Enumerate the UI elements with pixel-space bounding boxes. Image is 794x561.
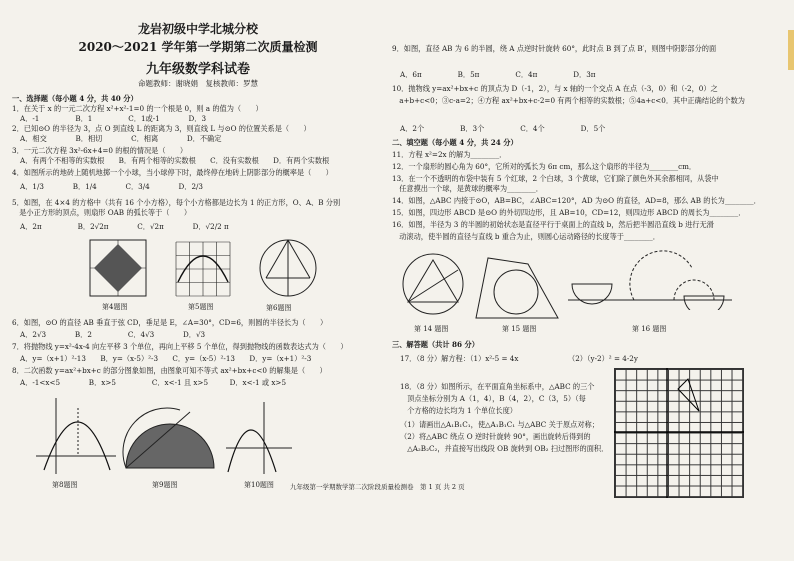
figure-16-rolling	[564, 250, 734, 310]
exam-term: 2020～2021 学年第一学期第二次质量检测	[78, 40, 318, 54]
figure-4-tiles	[88, 238, 148, 298]
caption-fig-6: 第6题图	[266, 304, 292, 312]
page-footer: 九年级第一学期数学第二次阶段质量检测卷 第 1 页 共 2 页	[290, 483, 465, 491]
figure-10-parabola	[224, 400, 294, 476]
question-6-options: A．2√3 B．2 C．4√3 D．√3	[20, 330, 206, 339]
caption-fig-15: 第 15 题图	[502, 325, 537, 333]
question-2-options: A．相交 B．相切 C．相离 D．不确定	[20, 134, 222, 143]
section-1-title: 一、选择题（每小题 4 分，共 40 分）	[12, 94, 138, 103]
question-12: 12．一个扇形的圆心角为 60°，它所对的弧长为 6π cm，那么这个扇形的半径为________cm．	[392, 162, 697, 171]
question-15: 15．如图，四边形 ABCD 是⊙O 的外切四边形，且 AB=10，CD=12，则四边形 ABCD 的周长为________．	[392, 208, 746, 217]
question-18: 18．（8 分）如图所示，在平面直角坐标系中，△ABC 的三个	[400, 382, 595, 391]
caption-fig-10: 第10题图	[244, 481, 274, 489]
question-10: 10．抛物线 y=ax²+bx+c 的顶点为 D（-1，2），与 x 轴的一个交点 A 在点（-3，0）和（-2，0）之	[392, 84, 718, 93]
question-8-options: A．-1<x<5 B．x>5 C．x<-1 且 x>5 D．x<-1 或 x>5	[20, 378, 287, 387]
question-4-options: A．1/3 B．1/4 C．3/4 D．2/3	[20, 182, 204, 191]
question-9: 9．如图，直径 AB 为 6 的半圆，绕 A 点逆时针旋转 60°，此时点 B 到了点 B′，则图中阴影部分的面	[392, 44, 717, 53]
question-5-options: A．2π B．2√2π C．√2π D．√2/2 π	[20, 222, 229, 231]
caption-fig-4: 第4题图	[102, 303, 128, 311]
question-18-cont2: 个方格的边长均为 1 个单位长度）	[400, 406, 517, 415]
coordinate-grid-axes	[614, 368, 744, 498]
caption-fig-5: 第5题图	[188, 303, 214, 311]
question-9-options: A．6π B．5π C．4π D．3π	[400, 70, 596, 79]
question-5-cont: 是小正方形的顶点，则扇形 OAB 的弧长等于（ ）	[12, 208, 192, 217]
figure-6-circle	[256, 236, 320, 300]
question-18-part1: （1）请画出△A₁B₁C₁，使△A₁B₁C₁ 与△ABC 关于原点对称；	[400, 420, 599, 429]
question-1: 1．在关于 x 的一元二次方程 x²+x²-1=0 的一个根是 0，则 a 的值为（ ）	[12, 104, 263, 113]
question-7-options: A．y=（x+1）²-13 B．y=（x-5）²-3 C．y=（x-5）²-13 D．y=（x+1）²-3	[20, 354, 312, 363]
question-13: 13．在一个不透明的布袋中装有 5 个红球，2 个白球，3 个黄球，它们除了颜色外其余都相同，从袋中	[392, 174, 719, 183]
question-1-options: A．-1 B．1 C．1或-1 D．3	[20, 114, 207, 123]
caption-fig-14: 第 14 题图	[414, 325, 449, 333]
figure-8-parabola	[34, 394, 118, 476]
question-16: 16．如图，半径为 3 的半圆的初始状态是直径平行于桌面上的直线 b，然后把半圆沿直线 b 进行无滑	[392, 220, 714, 229]
section-3-title: 三、解答题（共计 86 分）	[392, 340, 479, 349]
question-14: 14．如图，△ABC 内接于⊙O，AB=BC，∠ABC=120°，AD 为⊙O 的直径，AD=8，那么 AB 的长为________．	[392, 196, 761, 205]
figure-5-grid	[172, 238, 234, 298]
caption-fig-9: 第9题图	[152, 481, 178, 489]
question-2: 2．已知⊙O 的半径为 3，点 O 到直线 L 的距离为 3，则直线 L 与⊙O 的位置关系是（ ）	[12, 124, 311, 133]
school-name: 龙岩初级中学北城分校	[137, 22, 258, 36]
question-11: 11．方程 x²=2x 的解为________．	[392, 150, 507, 159]
question-18-part2: （2）将△ABC 绕点 O 逆时针旋转 90°，画出旋转后得到的	[400, 432, 591, 441]
question-13-cont: 任意摸出一个球，是黄球的概率为________．	[392, 184, 543, 193]
exam-subject: 九年级数学科试卷	[145, 62, 250, 77]
question-17-part2: （2）（y-2）² = 4-2y	[568, 354, 638, 363]
question-3-options: A．有两个不相等的实数根 B．有两个相等的实数根 C．没有实数根 D．有两个实数根	[20, 156, 330, 165]
figure-14-circle	[400, 250, 466, 320]
figure-9-semicircle	[120, 402, 218, 476]
question-17: 17．（8 分）解方程：（1）x²-5 = 4x	[400, 354, 519, 363]
question-10-cont: a+b+c<0；③c-a=2；④方程 ax²+bx+c-2=0 有两个相等的实数根；⑤4a+c<0．其中正确结论的个数为	[392, 96, 745, 105]
question-18-cont1: 顶点坐标分别为 A（1，4），B（4，2），C（3，5）（每	[400, 394, 586, 403]
figure-15-quadrilateral	[470, 250, 560, 322]
caption-fig-8: 第8题图	[52, 481, 78, 489]
question-5: 5．如图，在 4×4 的方格中（共有 16 个小方格），每个小方格都是边长为 1 的正方形，O、A、B 分别	[12, 198, 341, 207]
question-10-options: A．2个 B．3个 C．4个 D．5个	[400, 124, 606, 133]
question-4: 4．如图所示的地砖上随机地掷一个小球，当小球停下时，最终停在地砖上阴影部分的概率是（ ）	[12, 168, 333, 177]
question-8: 8．二次函数 y=ax²+bx+c 的部分图象如图，由图象可知不等式 ax²+bx+c<0 的解集是（ ）	[12, 366, 327, 375]
teachers-line: 命题教师：谢晓娟 复核教师：罗慧	[138, 79, 258, 88]
caption-fig-16: 第 16 题图	[632, 325, 667, 333]
question-6: 6．如图，⊙O 的直径 AB 垂直于弦 CD，垂足是 E，∠A=30°，CD=6，则圆的半径长为（ ）	[12, 318, 328, 327]
section-2-title: 二、填空题（每小题 4 分，共 24 分）	[392, 138, 518, 147]
question-16-cont: 动滚动，使半圆的直径与直线 b 重合为止，则圆心运动路径的长度等于________．	[392, 232, 660, 241]
question-18-part2-cont: △A₂B₂C₂，并直接写出线段 OB 旋转到 OB₂ 扫过图形的面积．	[400, 444, 609, 453]
question-3: 3．一元二次方程 3x²-6x+4=0 的根的情况是（ ）	[12, 146, 188, 155]
question-7: 7．将抛物线 y=x²-4x-4 向左平移 3 个单位，再向上平移 5 个单位，得到抛物线的函数表达式为（ ）	[12, 342, 348, 351]
binding-strip	[788, 30, 794, 70]
